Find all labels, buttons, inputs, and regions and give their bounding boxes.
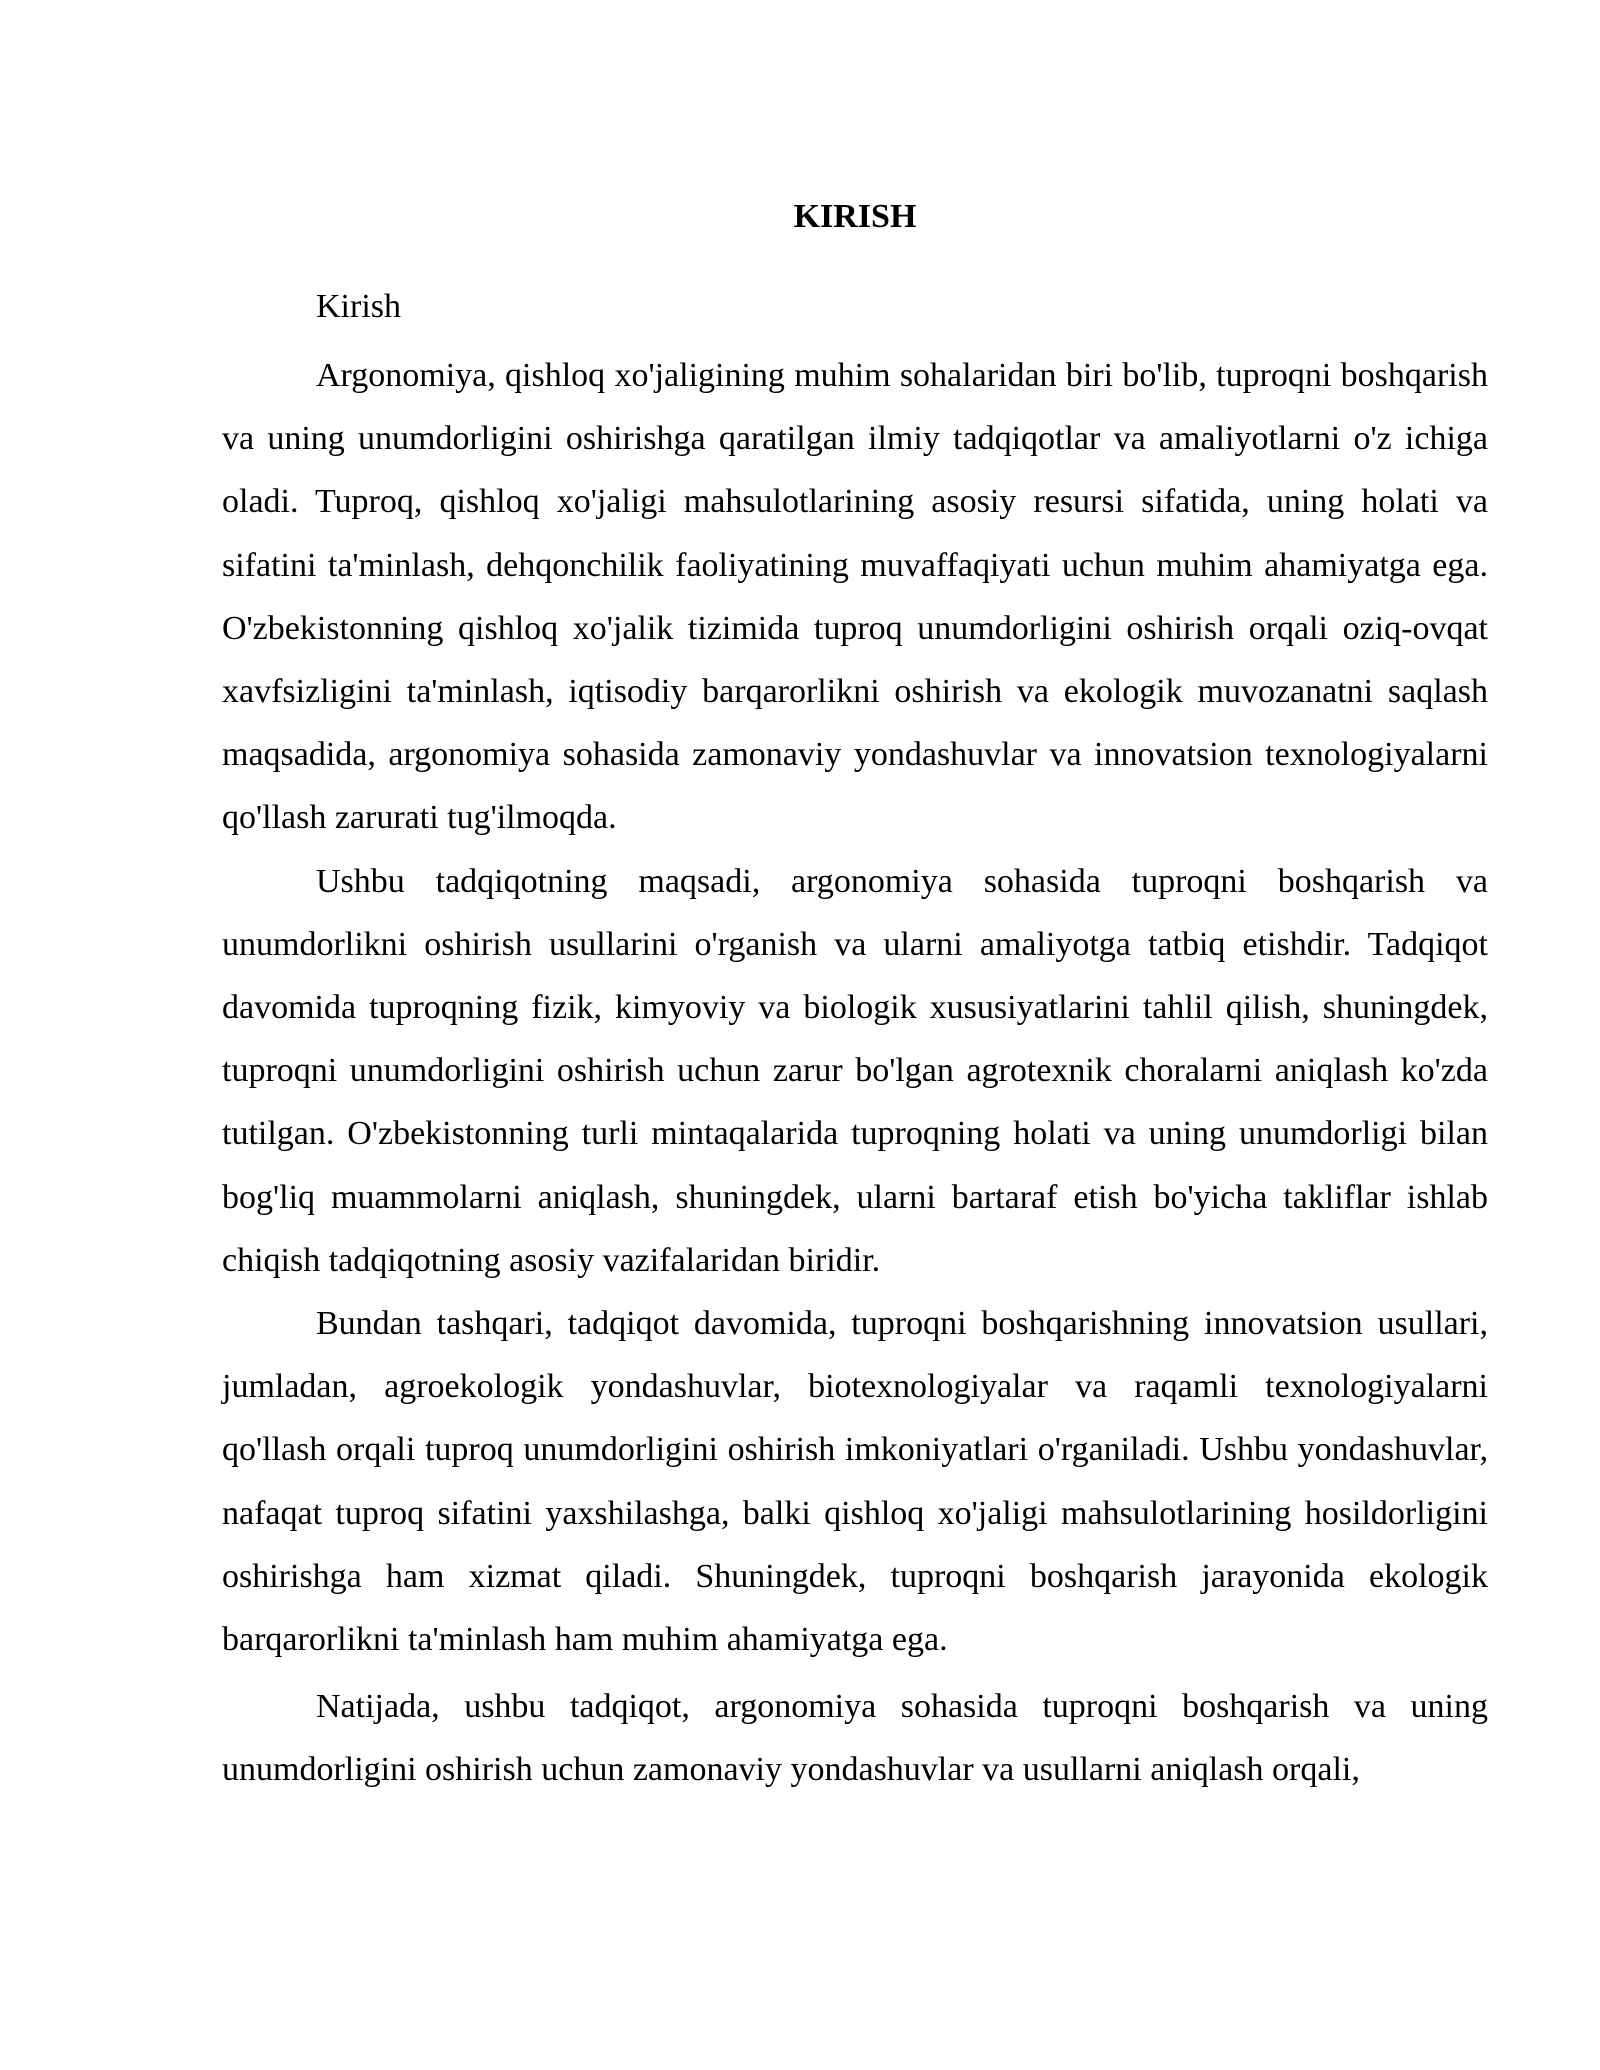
- paragraph-4: Natijada, ushbu tadqiqot, argonomiya sohasida tuproqni boshqarish va uning unumdorligini oshirish uchun zamonaviy yondashuvlar va usullarni aniqlash orqali,: [222, 1688, 1488, 1789]
- paragraph-1: Argonomiya, qishloq xo'jaligining muhim sohalaridan biri bo'lib, tuproqni boshqarish va uning unumdorligini oshirishga qaratilgan ilmiy tadqiqotlar va amaliyotlarni o'z ichiga oladi. Tuproq, qishloq xo'jaligi mahsulotlarining asosiy resursi sifatida, uning holati va sifatini ta'minlash, dehqonchilik faoliyatining muvaffaqiyati uchun muhim ahamiyatga ega. O'zbekistonning qishloq xo'jalik tizimida tuproq unumdorligini oshirish orqali oziq-ovqat xavfsizligini ta'minlash, iqtisodiy barqarorlikni oshirish va ekologik muvozanatni saqlash maqsadida, argonomiya sohasida zamonaviy yondashuvlar va innovatsion texnologiyalarni qo'llash zarurati tug'ilmoqda.: [222, 357, 1488, 837]
- paragraph-2: Ushbu tadqiqotning maqsadi, argonomiya sohasida tuproqni boshqarish va unumdorlikni oshirish usullarini o'rganish va ularni amaliyotga tatbiq etishdir. Tadqiqot davomida tuproqning fizik, kimyoviy va biologik xususiyatlarini tahlil qilish, shuningdek, tuproqni unumdorligini oshirish uchun zarur bo'lgan agrotexnik choralarni aniqlash ko'zda tutilgan. O'zbekistonning turli mintaqalarida tuproqning holati va uning unumdorligi bilan bog'liq muammolarni aniqlash, shuningdek, ularni bartaraf etish bo'yicha takliflar ishlab chiqish tadqiqotning asosiy vazifalaridan biridir.: [222, 862, 1488, 1279]
- document-page: [222, 190, 1488, 1802]
- page-title: KIRISH: [793, 198, 917, 235]
- paragraph-3: Bundan tashqari, tadqiqot davomida, tuproqni boshqarishning innovatsion usullari, jumladan, agroekologik yondashuvlar, biotexnologiyalar va raqamli texnologiyalarni qo'llash orqali tuproq unumdorligini oshirish imkoniyatlari o'rganiladi. Ushbu yondashuvlar, nafaqat tuproq sifatini yaxshilashga, balki qishloq xo'jaligi mahsulotlarining hosildorligini oshirishga ham xizmat qiladi. Shuningdek, tuproqni boshqarish jarayonida ekologik barqarorlikni ta'minlash ham muhim ahamiyatga ega.: [222, 1305, 1488, 1659]
- section-subtitle: Kirish: [316, 288, 401, 325]
